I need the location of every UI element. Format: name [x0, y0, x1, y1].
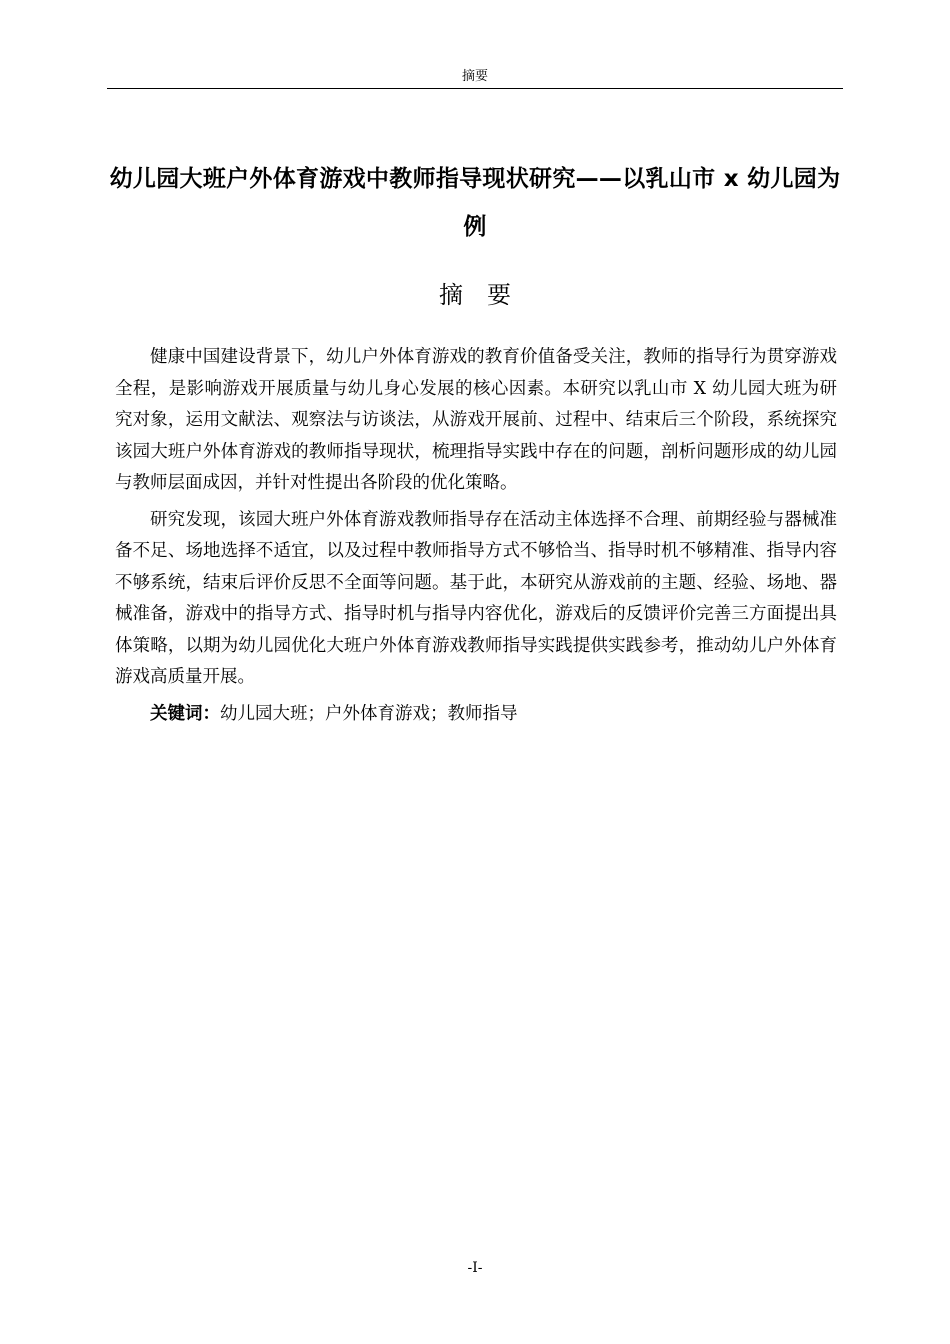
keywords-label: 关键词：	[150, 703, 220, 724]
abstract-body	[115, 342, 837, 735]
keywords-text: 幼儿园大班；户外体育游戏；教师指导	[220, 703, 518, 724]
abstract-heading: 摘要	[439, 281, 535, 309]
keywords-line	[115, 699, 837, 731]
abstract-paragraph: 健康中国建设背景下，幼儿户外体育游戏的教育价值备受关注，教师的指导行为贯穿游戏全程，是影响游戏开展质量与幼儿身心发展的核心因素。本研究以乳山市 X 幼儿园大班为研究对象，运用文献法、观察法与访谈法，从游戏开展前、过程中、结束后三个阶段，系统探究该园大班户外体育游戏的教师指导现状，梳理指导实践中存在的问题，剖析问题形成的幼儿园与教师层面成因，并针对性提出各阶段的优化策略。	[115, 347, 837, 493]
running-header: 摘要	[461, 69, 488, 84]
page-number: -I-	[467, 1260, 483, 1276]
document-title: 幼儿园大班户外体育游戏中教师指导现状研究——以乳山市 x 幼儿园为例	[109, 166, 841, 240]
abstract-paragraph: 研究发现，该园大班户外体育游戏教师指导存在活动主体选择不合理、前期经验与器械准备不足、场地选择不适宜，以及过程中教师指导方式不够恰当、指导时机不够精准、指导内容不够系统，结束后评价反思不全面等问题。基于此，本研究从游戏前的主题、经验、场地、器械准备，游戏中的指导方式、指导时机与指导内容优化，游戏后的反馈评价完善三方面提出具体策略，以期为幼儿园优化大班户外体育游戏教师指导实践提供实践参考，推动幼儿户外体育游戏高质量开展。	[115, 509, 837, 687]
header-rule	[107, 88, 843, 89]
